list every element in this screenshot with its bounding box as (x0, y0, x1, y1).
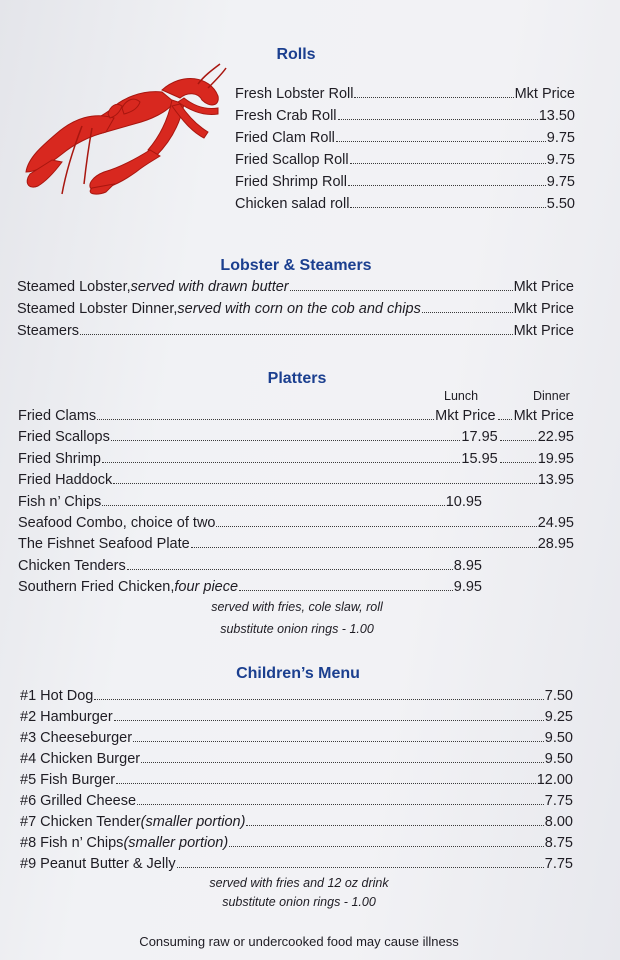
platters-note-substitute: substitute onion rings - 1.00 (220, 622, 374, 636)
menu-item-row (17, 301, 574, 321)
dot-leader (246, 825, 543, 826)
dot-leader (111, 440, 461, 441)
dot-leader (239, 590, 453, 591)
dot-leader (177, 867, 544, 868)
platter-row (18, 536, 574, 556)
dot-leader (422, 312, 513, 313)
lobster-illustration (22, 62, 227, 197)
item-description: served with corn on the cob and chips (177, 301, 421, 317)
menu-item-row (17, 323, 574, 343)
menu-item-row (17, 279, 574, 299)
item-name: #6 Grilled Cheese (20, 793, 137, 809)
item-description: (smaller portion) (123, 835, 229, 851)
platter-row (18, 558, 482, 578)
dot-leader (137, 804, 544, 805)
children-note-sides: served with fries and 12 oz drink (209, 876, 389, 890)
dinner-price: 19.95 (537, 450, 574, 467)
dot-leader (350, 163, 546, 164)
item-price: 5.50 (546, 196, 575, 212)
item-name: Fried Haddock (18, 472, 113, 489)
platter-row (18, 451, 574, 471)
dot-leader (500, 440, 536, 441)
item-price: 7.75 (544, 793, 573, 809)
item-name: Steamers (17, 323, 80, 339)
dot-leader (80, 334, 513, 335)
dot-leader (500, 462, 536, 463)
menu-item-row (235, 86, 575, 106)
dinner-price: Mkt Price (513, 408, 574, 424)
item-price: 13.50 (538, 108, 575, 124)
lunch-column-header: Lunch (444, 389, 479, 403)
item-price: Mkt Price (513, 279, 574, 295)
dinner-price: 28.95 (537, 536, 574, 553)
item-price: 9.50 (544, 730, 573, 746)
menu-item-row (235, 108, 575, 128)
item-price: 9.50 (544, 751, 573, 767)
item-price: 7.50 (544, 688, 573, 704)
item-name: Southern Fried Chicken, (18, 579, 175, 596)
item-price: 7.75 (544, 856, 573, 872)
item-name: Fried Clams (18, 408, 97, 424)
item-price: 9.75 (546, 130, 575, 146)
dot-leader (290, 290, 513, 291)
dot-leader (350, 207, 545, 208)
lobster-steamers-title: Lobster & Steamers (220, 257, 372, 274)
platter-row (18, 494, 482, 514)
dot-leader (348, 185, 546, 186)
dinner-price: 22.95 (537, 429, 574, 446)
platter-row (18, 515, 574, 535)
lunch-price: 17.95 (461, 429, 498, 446)
item-name: Fried Shrimp (18, 450, 101, 467)
item-price: 9.25 (544, 709, 573, 725)
item-description: (smaller portion) (140, 814, 246, 830)
platter-row (18, 408, 574, 428)
item-name: #1 Hot Dog (20, 688, 94, 704)
rolls-title: Rolls (276, 46, 316, 63)
dot-leader (116, 783, 536, 784)
item-name: Fried Scallop Roll (235, 152, 349, 168)
item-description: four piece (174, 579, 239, 596)
item-name: The Fishnet Seafood Plate (18, 536, 190, 553)
item-description: served with drawn butter (130, 279, 289, 295)
dinner-price: 13.95 (537, 472, 574, 489)
menu-item-row (20, 856, 573, 876)
item-name: Fresh Lobster Roll (235, 86, 354, 102)
dot-leader (102, 462, 460, 463)
dot-leader (141, 762, 544, 763)
item-price: 9.75 (546, 152, 575, 168)
item-price: 8.75 (544, 835, 573, 851)
item-name: #3 Cheeseburger (20, 730, 133, 746)
item-name: Fish n’ Chips (18, 493, 102, 510)
dot-leader (94, 699, 543, 700)
food-safety-footer: Consuming raw or undercooked food may cause illness (139, 934, 459, 949)
lunch-price: 8.95 (453, 557, 482, 574)
menu-item-row (20, 688, 573, 708)
item-name: Seafood Combo, choice of two (18, 515, 216, 531)
item-price: 9.75 (546, 174, 575, 190)
menu-item-row (20, 793, 573, 813)
dot-leader (498, 419, 512, 420)
lunch-price: 9.95 (453, 579, 482, 596)
dot-leader (113, 483, 536, 484)
lunch-price: Mkt Price (435, 408, 496, 424)
item-price: 12.00 (536, 772, 573, 788)
item-name: Fried Clam Roll (235, 130, 335, 146)
dot-leader (338, 119, 538, 120)
dot-leader (354, 97, 513, 98)
item-name: #2 Hamburger (20, 709, 113, 725)
dot-leader (191, 547, 537, 548)
platters-title: Platters (267, 370, 327, 387)
item-name: #8 Fish n’ Chips (20, 835, 124, 851)
dot-leader (97, 419, 434, 420)
item-name: Steamed Lobster Dinner, (17, 301, 178, 317)
childrens-menu-title: Children’s Menu (236, 665, 360, 682)
lunch-price: 10.95 (445, 493, 482, 510)
platters-note-sides: served with fries, cole slaw, roll (211, 600, 383, 614)
item-name: Chicken Tenders (18, 557, 126, 574)
dot-leader (127, 569, 453, 570)
menu-item-row (20, 835, 573, 855)
dot-leader (229, 846, 544, 847)
dot-leader (336, 141, 546, 142)
menu-item-row (235, 130, 575, 150)
item-name: #5 Fish Burger (20, 772, 116, 788)
item-name: Fresh Crab Roll (235, 108, 337, 124)
item-name: Chicken salad roll (235, 196, 350, 212)
dinner-price: 24.95 (537, 515, 574, 531)
item-name: #7 Chicken Tender (20, 814, 141, 830)
item-price: Mkt Price (514, 86, 575, 102)
menu-item-row (20, 772, 573, 792)
item-price: Mkt Price (513, 301, 574, 317)
menu-item-row (235, 196, 575, 216)
menu-item-row (20, 814, 573, 834)
menu-item-row (235, 174, 575, 194)
platter-row (18, 579, 482, 599)
dinner-column-header: Dinner (533, 389, 570, 403)
item-name: Fried Scallops (18, 429, 110, 446)
dot-leader (216, 526, 536, 527)
menu-item-row (20, 751, 573, 771)
children-note-substitute: substitute onion rings - 1.00 (222, 895, 376, 909)
item-name: Steamed Lobster, (17, 279, 131, 295)
item-name: #4 Chicken Burger (20, 751, 141, 767)
dot-leader (102, 505, 444, 506)
item-price: 8.00 (544, 814, 573, 830)
menu-item-row (20, 730, 573, 750)
item-price: Mkt Price (513, 323, 574, 339)
item-name: Fried Shrimp Roll (235, 174, 347, 190)
lunch-price: 15.95 (461, 450, 498, 467)
dot-leader (133, 741, 544, 742)
menu-item-row (235, 152, 575, 172)
platter-row (18, 472, 574, 492)
item-name: #9 Peanut Butter & Jelly (20, 856, 176, 872)
menu-item-row (20, 709, 573, 729)
dot-leader (114, 720, 544, 721)
platter-row (18, 429, 574, 449)
